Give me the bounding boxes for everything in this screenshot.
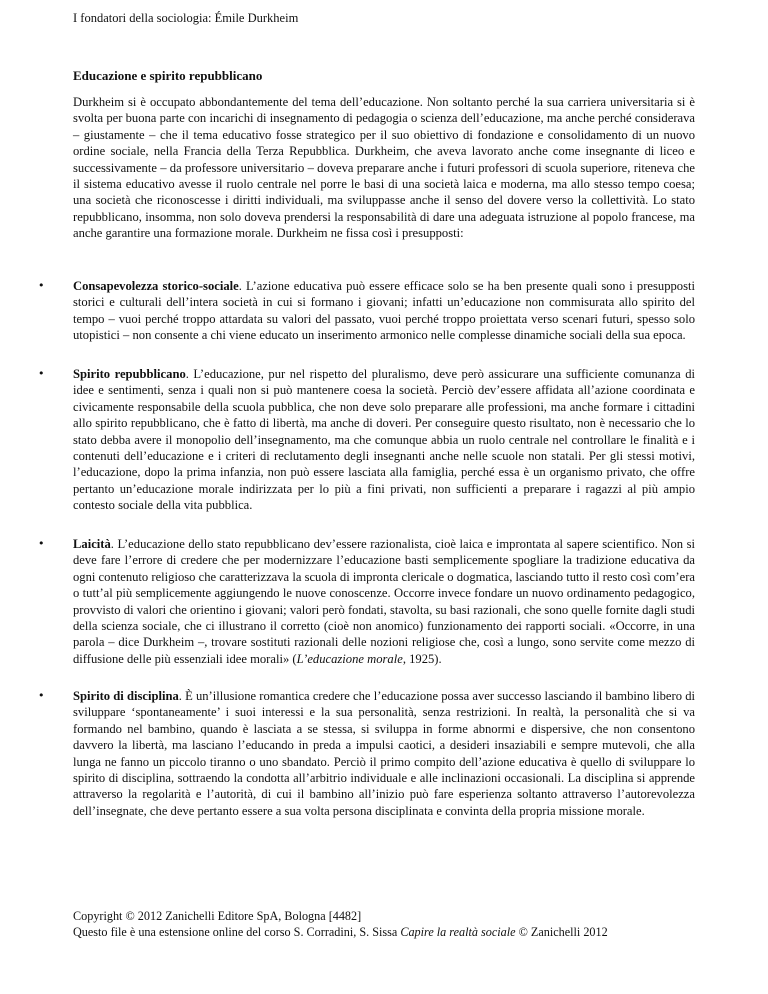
course-note-suffix: © Zanichelli 2012: [515, 925, 608, 939]
course-note-prefix: Questo file è una estensione online del corso S. Corradini, S. Sissa: [73, 925, 401, 939]
course-note: [73, 924, 608, 940]
list-item-text: [73, 688, 695, 819]
list-item-term: Laicità: [73, 537, 111, 551]
list-item-body: . L’educazione dello stato repubblicano dev’essere razionalista, cioè laica e improntata al sapere scientifico. Non si deve fare l’errore di credere che per modernizzare l’educazione basti semplicemente spogliare la tradizione educativa da ogni contenuto religioso che caratterizzava la scuola di impronta clericale o dogmatica, lasciando tutto il resto così com’era o tutt’al più semplicemente aggiungendo le nuove conoscenze. Occorre invece fondare un nuovo ordinamento pedagogico, provvisto di valori che orientino i giovani; valori però fondati, stavolta, su basi razionali, che sono quelle fornite dagli studi della scienza sociale, che ci illustrano il corretto (cioè non anomico) funzionamento dei rapporti sociali. «Occorre, in una parola – dice Durkheim –, trovare sostituti razionali delle nozioni religiose che, così a lungo, sono servite come mezzo di diffusione delle più essenziali idee morali» (: [73, 537, 695, 666]
citation-title: L’educazione morale: [296, 651, 403, 666]
list-item-text: [73, 278, 695, 344]
list-item-body: . L’azione educativa può essere efficace solo se ha ben presente quali sono i presupposti storici e culturali dell’intera società in cui si formano i giovani; infatti un’educazione non commisurata allo spirito del tempo – vuoi perché troppo attardata su valori del passato, vuoi perché troppo proiettata verso scenari futuri, spesso solo utopistici – non consente a chi viene educato un inserimento armonico nelle complesse dinamiche sociali della sua epoca.: [73, 279, 695, 343]
list-item-body: . È un’illusione romantica credere che l’educazione possa aver successo lasciando il bambino libero di sviluppare ‘spontaneamente’ i suoi interessi e la sua personalità, senza restrizioni. In realtà, la personalità che si va formando nel bambino, quando è lasciata a se stessa, si sviluppa in forme abnormi e dispersive, che non consentono davvero la libertà, ma lasciano l’educando in preda a impulsi caotici, a desideri insaziabili e sempre mutevoli, che alla lunga ne fanno un piccolo tiranno o uno sbandato. Perciò il primo compito dell’azione educativa è quello di sviluppare lo spirito di disciplina, sottraendo la condotta all’arbitrio individuale e alle inclinazioni occasionali. La disciplina si apprende attraverso la regolarità e l’autorità, di cui il bambino all’inizio può fare esperienza soltanto attraverso l’autorevolezza dell’insegnate, che deve pertanto essere a sua volta persona disciplinata e convinta della propria missione morale.: [73, 689, 695, 818]
list-item-body: . L’educazione, pur nel rispetto del pluralismo, deve però assicurare una sufficiente comunanza di idee e sentimenti, senza i quali non si può mantenere coesa la società. Perciò dev’essere affidata all’azione coordinata e civicamente responsabile della scuola pubblica, che non deve solo preparare alle professioni, ma anche formare i cittadini allo spirito repubblicano, che è fatto di libertà, ma anche di doveri. Per conseguire questo risultato, non è necessario che lo stato debba avere il monopolio dell’insegnamento, ma che comunque abbia un ruolo centrale nel controllare le finalità e i contenuti dell’educazione e i criteri di reclutamento degli insegnanti anche nelle scuole non statali. Per gli stessi motivi, l’educazione, dopo la prima infanzia, non può essere lasciata alla famiglia, perché essa è un organismo privato, che offre pertanto un’educazione morale indirizzata per lo più a fini privati, non sufficienti a preparare i ragazzi al più ampio contesto sociale della vita pubblica.: [73, 367, 695, 513]
bullet-icon: •: [38, 367, 45, 380]
section-title: Educazione e spirito repubblicano: [73, 68, 263, 83]
course-title: Capire la realtà sociale: [400, 925, 516, 939]
bullet-icon: •: [38, 689, 45, 702]
running-header: I fondatori della sociologia: Émile Durkheim: [73, 11, 299, 25]
list-item-text: [73, 536, 695, 667]
list-item-term: Spirito di disciplina: [73, 689, 179, 703]
copyright-line: Copyright © 2012 Zanichelli Editore SpA, Bologna [4482]: [73, 909, 362, 923]
bullet-icon: •: [38, 537, 45, 550]
intro-paragraph: Durkheim si è occupato abbondantemente del tema dell’educazione. Non soltanto perché la sua carriera universitaria si è svolta per buona parte con incarichi di insegnamento di pedagogia o scienza dell’educazione, ma anche perché considerava – giustamente – che il tema educativo fosse strategico per il suo obiettivo di fondazione e consolidamento di un nuovo ordine sociale, nella Francia della Terza Repubblica. Durkheim, che aveva lavorato anche come insegnante di liceo e successivamente – da professore universitario – doveva preparare anche i futuri professori di scuola superiore, riteneva che il sistema educativo avesse il ruolo centrale nel porre le basi di una società laica e moderna, ma allo stesso tempo coesa; una società che riconoscesse i diritti individuali, ma sviluppasse anche il senso del dovere verso la collettività. Lo stato repubblicano, insomma, non solo doveva prendersi la responsabilità di dare una adeguata istruzione al popolo francese, ma anche garantire una formazione morale. Durkheim ne fissa così i presupposti:: [73, 95, 695, 241]
bullet-icon: •: [38, 279, 45, 292]
page-footer: [73, 908, 608, 940]
citation-tail: , 1925).: [402, 651, 442, 666]
list-item-term: Consapevolezza storico-sociale: [73, 279, 239, 293]
list-item-text: [73, 366, 695, 514]
list-item-term: Spirito repubblicano: [73, 367, 186, 381]
